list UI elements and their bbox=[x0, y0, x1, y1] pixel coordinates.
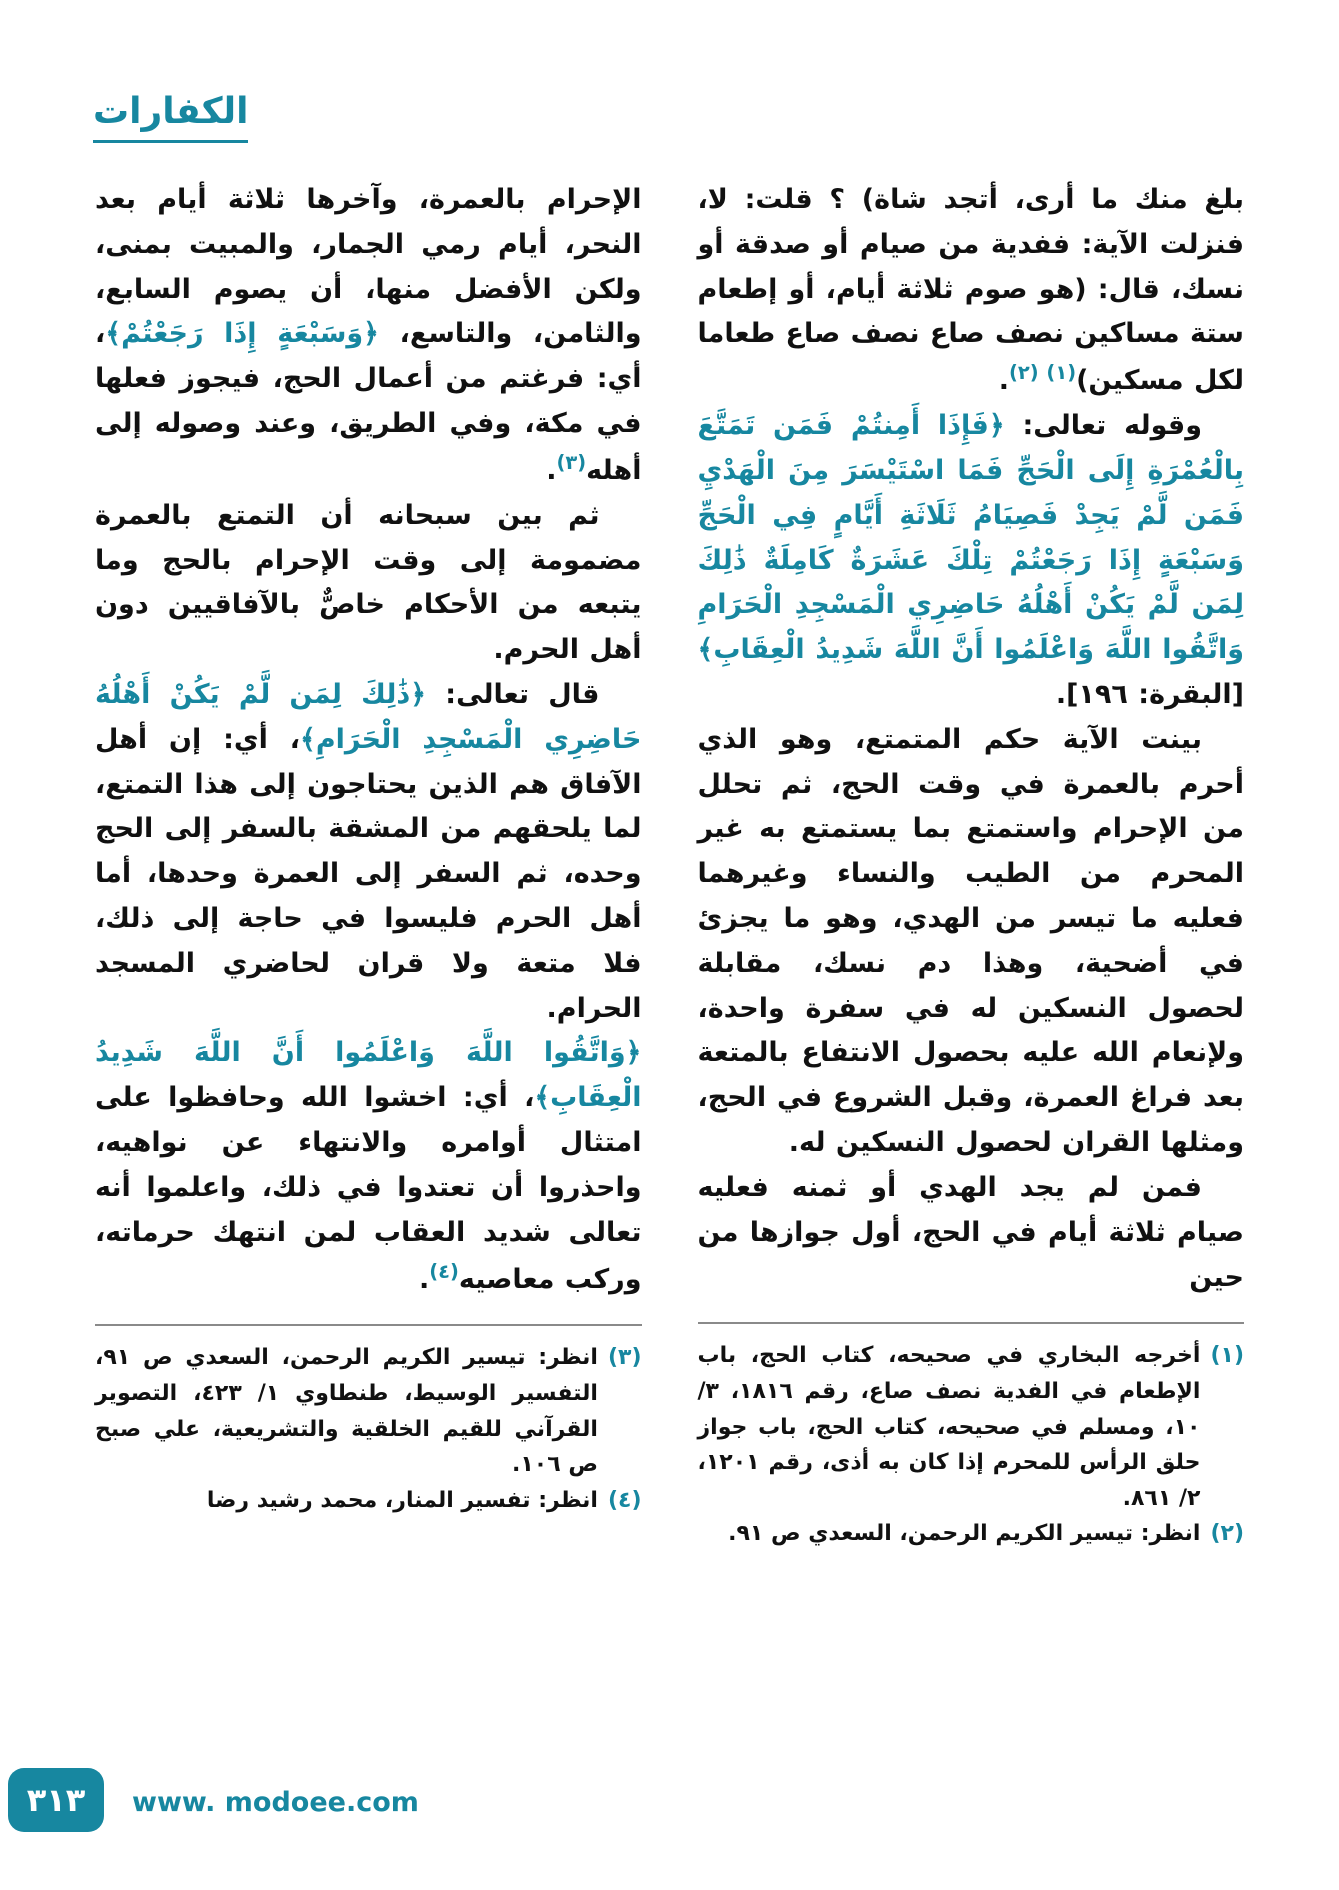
page-content bbox=[95, 178, 1244, 1552]
footnote bbox=[698, 1516, 1245, 1552]
paragraph bbox=[95, 494, 642, 673]
footnote-text: انظر: تيسير الكريم الرحمن، السعدي ص ٩١. bbox=[728, 1521, 1201, 1547]
body-text: فمن لم يجد الهدي أو ثمنه فعليه صيام ثلاثة أيام في الحج، أول جوازها من حين bbox=[697, 1171, 1244, 1293]
body-text: [البقرة: ١٩٦]. bbox=[1055, 678, 1244, 710]
paragraph bbox=[698, 718, 1245, 1166]
body-text: . bbox=[546, 454, 557, 486]
paragraph bbox=[698, 1166, 1245, 1300]
body-text: الإحرام بالعمرة، وآخرها ثلاثة أيام بعد النحر، أيام رمي الجمار، والمبيت بمنى، ولكن الأفضل منها، أن يصوم السابع، والثامن، والتاسع، bbox=[95, 184, 642, 350]
footnote bbox=[95, 1340, 642, 1483]
body-text: . bbox=[998, 365, 1010, 397]
website-url: www. modoee.com bbox=[132, 1787, 419, 1818]
footnote-marker: (٣) bbox=[556, 450, 587, 474]
body-text: بلغ منك ما أرى، أتجد شاة) ؟ قلت: لا، فنزلت الآية: ففدية من صيام أو صدقة أو نسك، قال: (هو صوم ثلاثة أيام، أو إطعام ستة مساكين نصف صاع نصف صاع طعاما لكل مسكين) bbox=[697, 184, 1244, 397]
paragraph bbox=[95, 178, 642, 494]
footnote-marker: (٤) bbox=[429, 1259, 459, 1283]
quran-verse: ﴿وَاتَّقُوا اللَّهَ وَاعْلَمُوا أَنَّ اللَّهَ شَدِيدُ الْعِقَابِ﴾ bbox=[95, 1037, 642, 1114]
column-right-body bbox=[698, 178, 1245, 1300]
body-text: ثم بين سبحانه أن التمتع بالعمرة مضمومة إلى وقت الإحرام بالحج وما يتبعه من الأحكام خاصٌّ بالآفاقيين دون أهل الحرم. bbox=[95, 499, 642, 666]
quran-verse: ﴿وَسَبْعَةٍ إِذَا رَجَعْتُمْ﴾ bbox=[105, 318, 379, 350]
quran-verse: ﴿ذَٰلِكَ لِمَن لَّمْ يَكُنْ أَهْلُهُ حَاضِرِي الْمَسْجِدِ الْحَرَامِ﴾ bbox=[95, 678, 642, 755]
paragraph bbox=[95, 1031, 642, 1302]
column-left-footnotes bbox=[95, 1324, 642, 1518]
footnote bbox=[95, 1483, 642, 1519]
quran-verse: ﴿فَإِذَا أَمِنتُمْ فَمَن تَمَتَّعَ بِالْعُمْرَةِ إِلَى الْحَجِّ فَمَا اسْتَيْسَرَ مِنَ الْهَدْيِ فَمَن لَّمْ يَجِدْ فَصِيَامُ ثَلَاثَةِ أَيَّامٍ فِي الْحَجِّ وَسَبْعَةٍ إِذَا رَجَعْتُمْ تِلْكَ عَشَرَةٌ كَامِلَةٌ ذَٰلِكَ لِمَن لَّمْ يَكُنْ أَهْلُهُ حَاضِرِي الْمَسْجِدِ الْحَرَامِ وَاتَّقُوا اللَّهَ وَاعْلَمُوا أَنَّ اللَّهَ شَدِيدُ الْعِقَابِ﴾ bbox=[697, 410, 1244, 666]
body-text: . bbox=[418, 1263, 430, 1295]
paragraph bbox=[698, 178, 1245, 404]
footnote-number: (٢) bbox=[1210, 1521, 1244, 1547]
column-right-footnotes bbox=[698, 1322, 1245, 1552]
text-columns bbox=[95, 178, 1244, 1552]
footnote-number: (١) bbox=[1210, 1343, 1244, 1369]
footnote-number: (٣) bbox=[607, 1345, 642, 1371]
column-left bbox=[95, 178, 642, 1552]
body-text: ، أي: اخشوا الله وحافظوا على امتثال أوامره والانتهاء عن نواهيه، واحذروا أن تعتدوا في ذلك، واعلموا أنه تعالى شديد العقاب لمن انتهك حرماته، وركب معاصيه bbox=[95, 1082, 642, 1295]
footnote-text: انظر: تيسير الكريم الرحمن، السعدي ص ٩١، التفسير الوسيط، طنطاوي ١/ ٤٢٣، التصوير القرآني للقيم الخلقية والتشريعية، علي صبح ص ١٠٦. bbox=[95, 1345, 598, 1478]
chapter-title: الكفارات bbox=[93, 92, 248, 143]
body-text: ، أي: فرغتم من أعمال الحج، فيجوز فعلها في مكة، وفي الطريق، وعند وصوله إلى أهله bbox=[95, 318, 642, 486]
paragraph bbox=[698, 404, 1245, 718]
footnote-text: أخرجه البخاري في صحيحه، كتاب الحج، باب الإطعام في الفدية نصف صاع، رقم ١٨١٦، ٣/ ١٠، ومسلم في صحيحه، كتاب الحج، باب جواز حلق الرأس للمحرم إذا كان به أذى، رقم ١٢٠١، ٢/ ٨٦١. bbox=[697, 1343, 1201, 1511]
footnote-marker: (١) (٢) bbox=[1009, 361, 1077, 385]
body-text: بينت الآية حكم المتمتع، وهو الذي أحرم بالعمرة في وقت الحج، ثم تحلل من الإحرام واستمتع بما يستمتع به غير المحرم من الطيب والنساء وغيرهما فعليه ما تيسر من الهدي، وهو ما يجزئ في أضحية، وهذا دم نسك، مقابلة لحصول النسكين له في سفرة واحدة، ولإنعام الله عليه بحصول الانتفاع بالمتعة بعد فراغ العمرة، وقبل الشروع في الحج، ومثلها القران لحصول النسكين له. bbox=[697, 723, 1244, 1159]
body-text: وقوله تعالى: bbox=[1004, 410, 1202, 442]
body-text: ، أي: إن أهل الآفاق هم الذين يحتاجون إلى هذا التمتع، لما يلحقهم من المشقة بالسفر إلى الحج وحده، ثم السفر إلى العمرة وحدها، أما أهل الحرم فليسوا في حاجة إلى ذلك، فلا متعة ولا قران لحاضري المسجد الحرام. bbox=[95, 723, 642, 1024]
footnote-number: (٤) bbox=[607, 1487, 642, 1513]
footnote bbox=[698, 1338, 1245, 1516]
column-right bbox=[698, 178, 1245, 1552]
page-number-badge: ٣١٣ bbox=[8, 1768, 104, 1832]
body-text: قال تعالى: bbox=[426, 678, 600, 710]
paragraph bbox=[95, 673, 642, 1032]
column-left-body bbox=[95, 178, 642, 1302]
footnote-text: انظر: تفسير المنار، محمد رشيد رضا bbox=[206, 1487, 598, 1513]
